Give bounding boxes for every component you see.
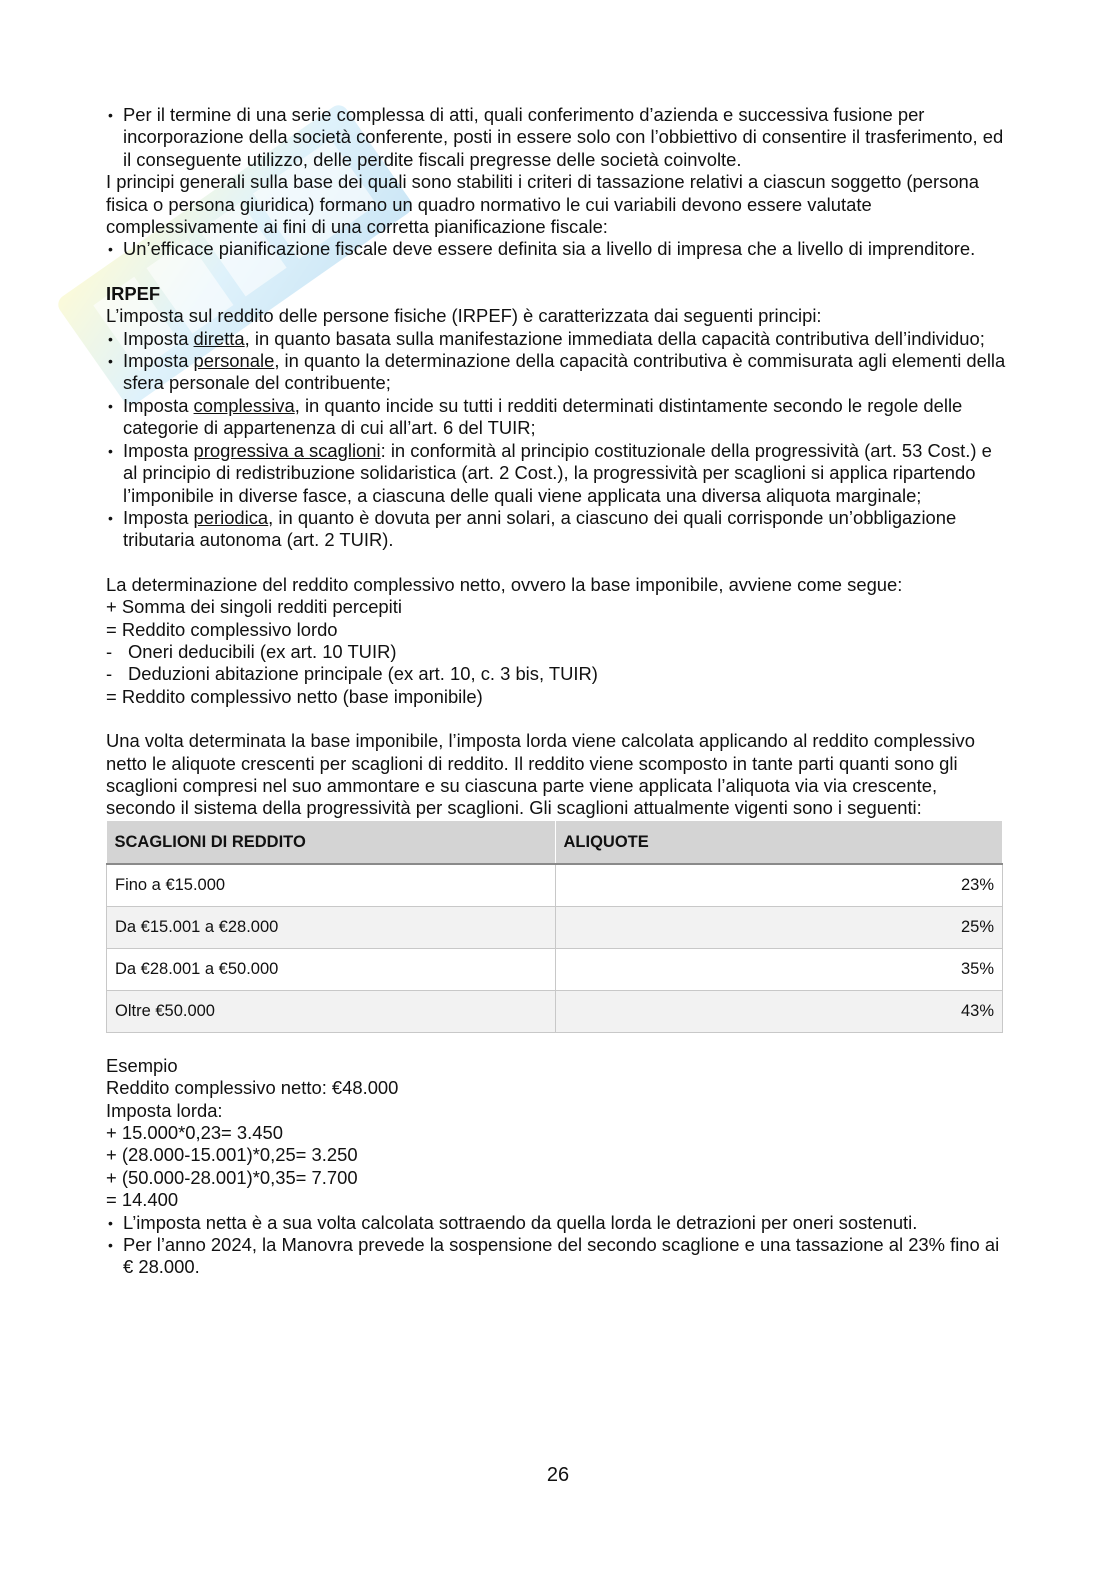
example-line: + (50.000-28.001)*0,35= 7.700: [106, 1166, 358, 1188]
list-item: [106, 440, 1006, 507]
list-item: • Per il termine di una serie complessa di atti, quali conferimento d’azienda e successiva fusione per incorporazione della società conferente, posti in essere solo con l’obbiettivo di consentire il trasferimento, ed il conseguente utilizzo, delle perdite fiscali pregresse delle società coinvolte.: [106, 104, 1006, 171]
example-gross-label: Imposta lorda:: [106, 1099, 223, 1121]
list-item: • Per l’anno 2024, la Manovra prevede la sospensione del secondo scaglione e una tassazione al 23% fino ai € 28.000.: [106, 1234, 1006, 1279]
example-block: [106, 1055, 1006, 1212]
example-title: Esempio: [106, 1054, 178, 1076]
table-header-row: [107, 821, 1003, 864]
minus-sign: -: [106, 640, 113, 662]
table-row: [107, 906, 1003, 948]
tax-brackets-table: [106, 821, 1003, 1033]
bracket-cell: Fino a €15.000: [107, 864, 556, 907]
calc-line: = Reddito complessivo netto (base imponibile): [106, 685, 483, 707]
list-item: [106, 395, 1006, 440]
principle-text: : in conformità al principio costituzionale della progressività (art. 53 Cost.) e al principio di redistribuzione solidaristica (art. 2 Cost.), la progressività per scaglioni si applica ripartendo l’imponibile in diverse fasce, a ciascuna delle quali viene applicata una diversa aliquota marginale;: [123, 439, 992, 506]
rate-cell: 25%: [555, 906, 1003, 948]
list-item: • Un’efficace pianificazione fiscale deve essere definita sia a livello di impresa che a livello di imprenditore.: [106, 238, 1006, 260]
section-intro: L’imposta sul reddito delle persone fisiche (IRPEF) è caratterizzata dai seguenti principi:: [106, 305, 822, 327]
bracket-cell: Da €15.001 a €28.000: [107, 906, 556, 948]
page-number: 26: [546, 1464, 570, 1486]
calc-line: + Somma dei singoli redditi percepiti: [106, 596, 402, 618]
principle-text: , in quanto basata sulla manifestazione immediata della capacità contributiva dell’individuo;: [244, 327, 985, 349]
example-line: + (28.000-15.001)*0,25= 3.250: [106, 1144, 358, 1166]
principle-prefix: Imposta: [123, 394, 194, 416]
principles-list: [106, 328, 1006, 552]
list-item: [106, 350, 1006, 395]
principle-text: , in quanto la determinazione della capacità contributiva è commisurata agli elementi della sfera personale del contribuente;: [123, 350, 1006, 394]
minus-sign: -: [106, 663, 113, 685]
principle-prefix: Imposta: [123, 506, 194, 528]
principle-text: , in quanto è dovuta per anni solari, a ciascuno dei quali corrisponde un’obbligazione tributaria autonoma (art. 2 TUIR).: [123, 506, 957, 551]
calc-line-minus: [106, 641, 1006, 663]
column-header-brackets: SCAGLIONI DI REDDITO: [107, 821, 556, 864]
calc-line-text: Oneri deducibili (ex art. 10 TUIR): [128, 640, 397, 662]
example-line: + 15.000*0,23= 3.450: [106, 1122, 283, 1143]
principle-prefix: Imposta: [123, 327, 194, 349]
list-item: [106, 328, 1006, 350]
determination-intro: La determinazione del reddito complessivo netto, ovvero la base imponibile, avviene come segue:: [106, 573, 903, 595]
example-income: Reddito complessivo netto: €48.000: [106, 1077, 399, 1099]
table-row: [107, 864, 1003, 907]
section-title: IRPEF: [106, 282, 161, 304]
example-line: = 14.400: [106, 1189, 179, 1211]
rate-cell: 35%: [555, 948, 1003, 990]
tax-paragraph: Una volta determinata la base imponibile, l’imposta lorda viene calcolata applicando al reddito complessivo netto le aliquote crescenti per scaglioni di reddito. Il reddito viene scomposto in tante parti quanti sono gli scaglioni compresi nel suo ammontare e su ciascuna parte viene applicata l’aliquota via via crescente, secondo il sistema della progressività per scaglioni. Gli scaglioni attualmente vigenti sono i seguenti:: [106, 730, 975, 819]
principle-term: complessiva: [193, 394, 295, 416]
intro-bullet-list-2: [106, 238, 1006, 260]
list-item: • L’imposta netta è a sua volta calcolata sottraendo da quella lorda le detrazioni per oneri sostenuti.: [106, 1212, 1006, 1234]
principle-prefix: Imposta: [123, 350, 194, 372]
calc-line-text: Deduzioni abitazione principale (ex art. 10, c. 3 bis, TUIR): [128, 663, 598, 685]
principle-term: personale: [193, 350, 275, 372]
table-row: [107, 990, 1003, 1032]
bracket-cell: Da €28.001 a €50.000: [107, 948, 556, 990]
principle-term: diretta: [193, 327, 245, 349]
calc-line-minus: [106, 663, 1006, 685]
bracket-cell: Oltre €50.000: [107, 990, 556, 1032]
table-row: [107, 948, 1003, 990]
principle-text: , in quanto incide su tutti i redditi determinati distintamente secondo le regole delle categorie di appartenenza di cui all’art. 6 del TUIR;: [123, 394, 963, 439]
determination-steps: [106, 596, 1006, 708]
list-item: [106, 507, 1006, 552]
intro-paragraph: I principi generali sulla base dei quali sono stabiliti i criteri di tassazione relativi a ciascun soggetto (persona fisica o persona giuridica) formano un quadro normativo le cui variabili devono essere valutate complessivamente ai fini di una corretta pianificazione fiscale:: [106, 171, 979, 238]
calc-line: = Reddito complessivo lordo: [106, 618, 338, 640]
document-page: [106, 104, 1006, 1279]
intro-bullet-list: [106, 104, 1006, 171]
rate-cell: 23%: [555, 864, 1003, 907]
principle-term: periodica: [193, 506, 269, 528]
column-header-rates: ALIQUOTE: [555, 821, 1003, 864]
principle-prefix: Imposta: [123, 439, 194, 461]
principle-term: progressiva a scaglioni: [193, 439, 381, 461]
rate-cell: 43%: [555, 990, 1003, 1032]
final-bullet-list: [106, 1212, 1006, 1279]
